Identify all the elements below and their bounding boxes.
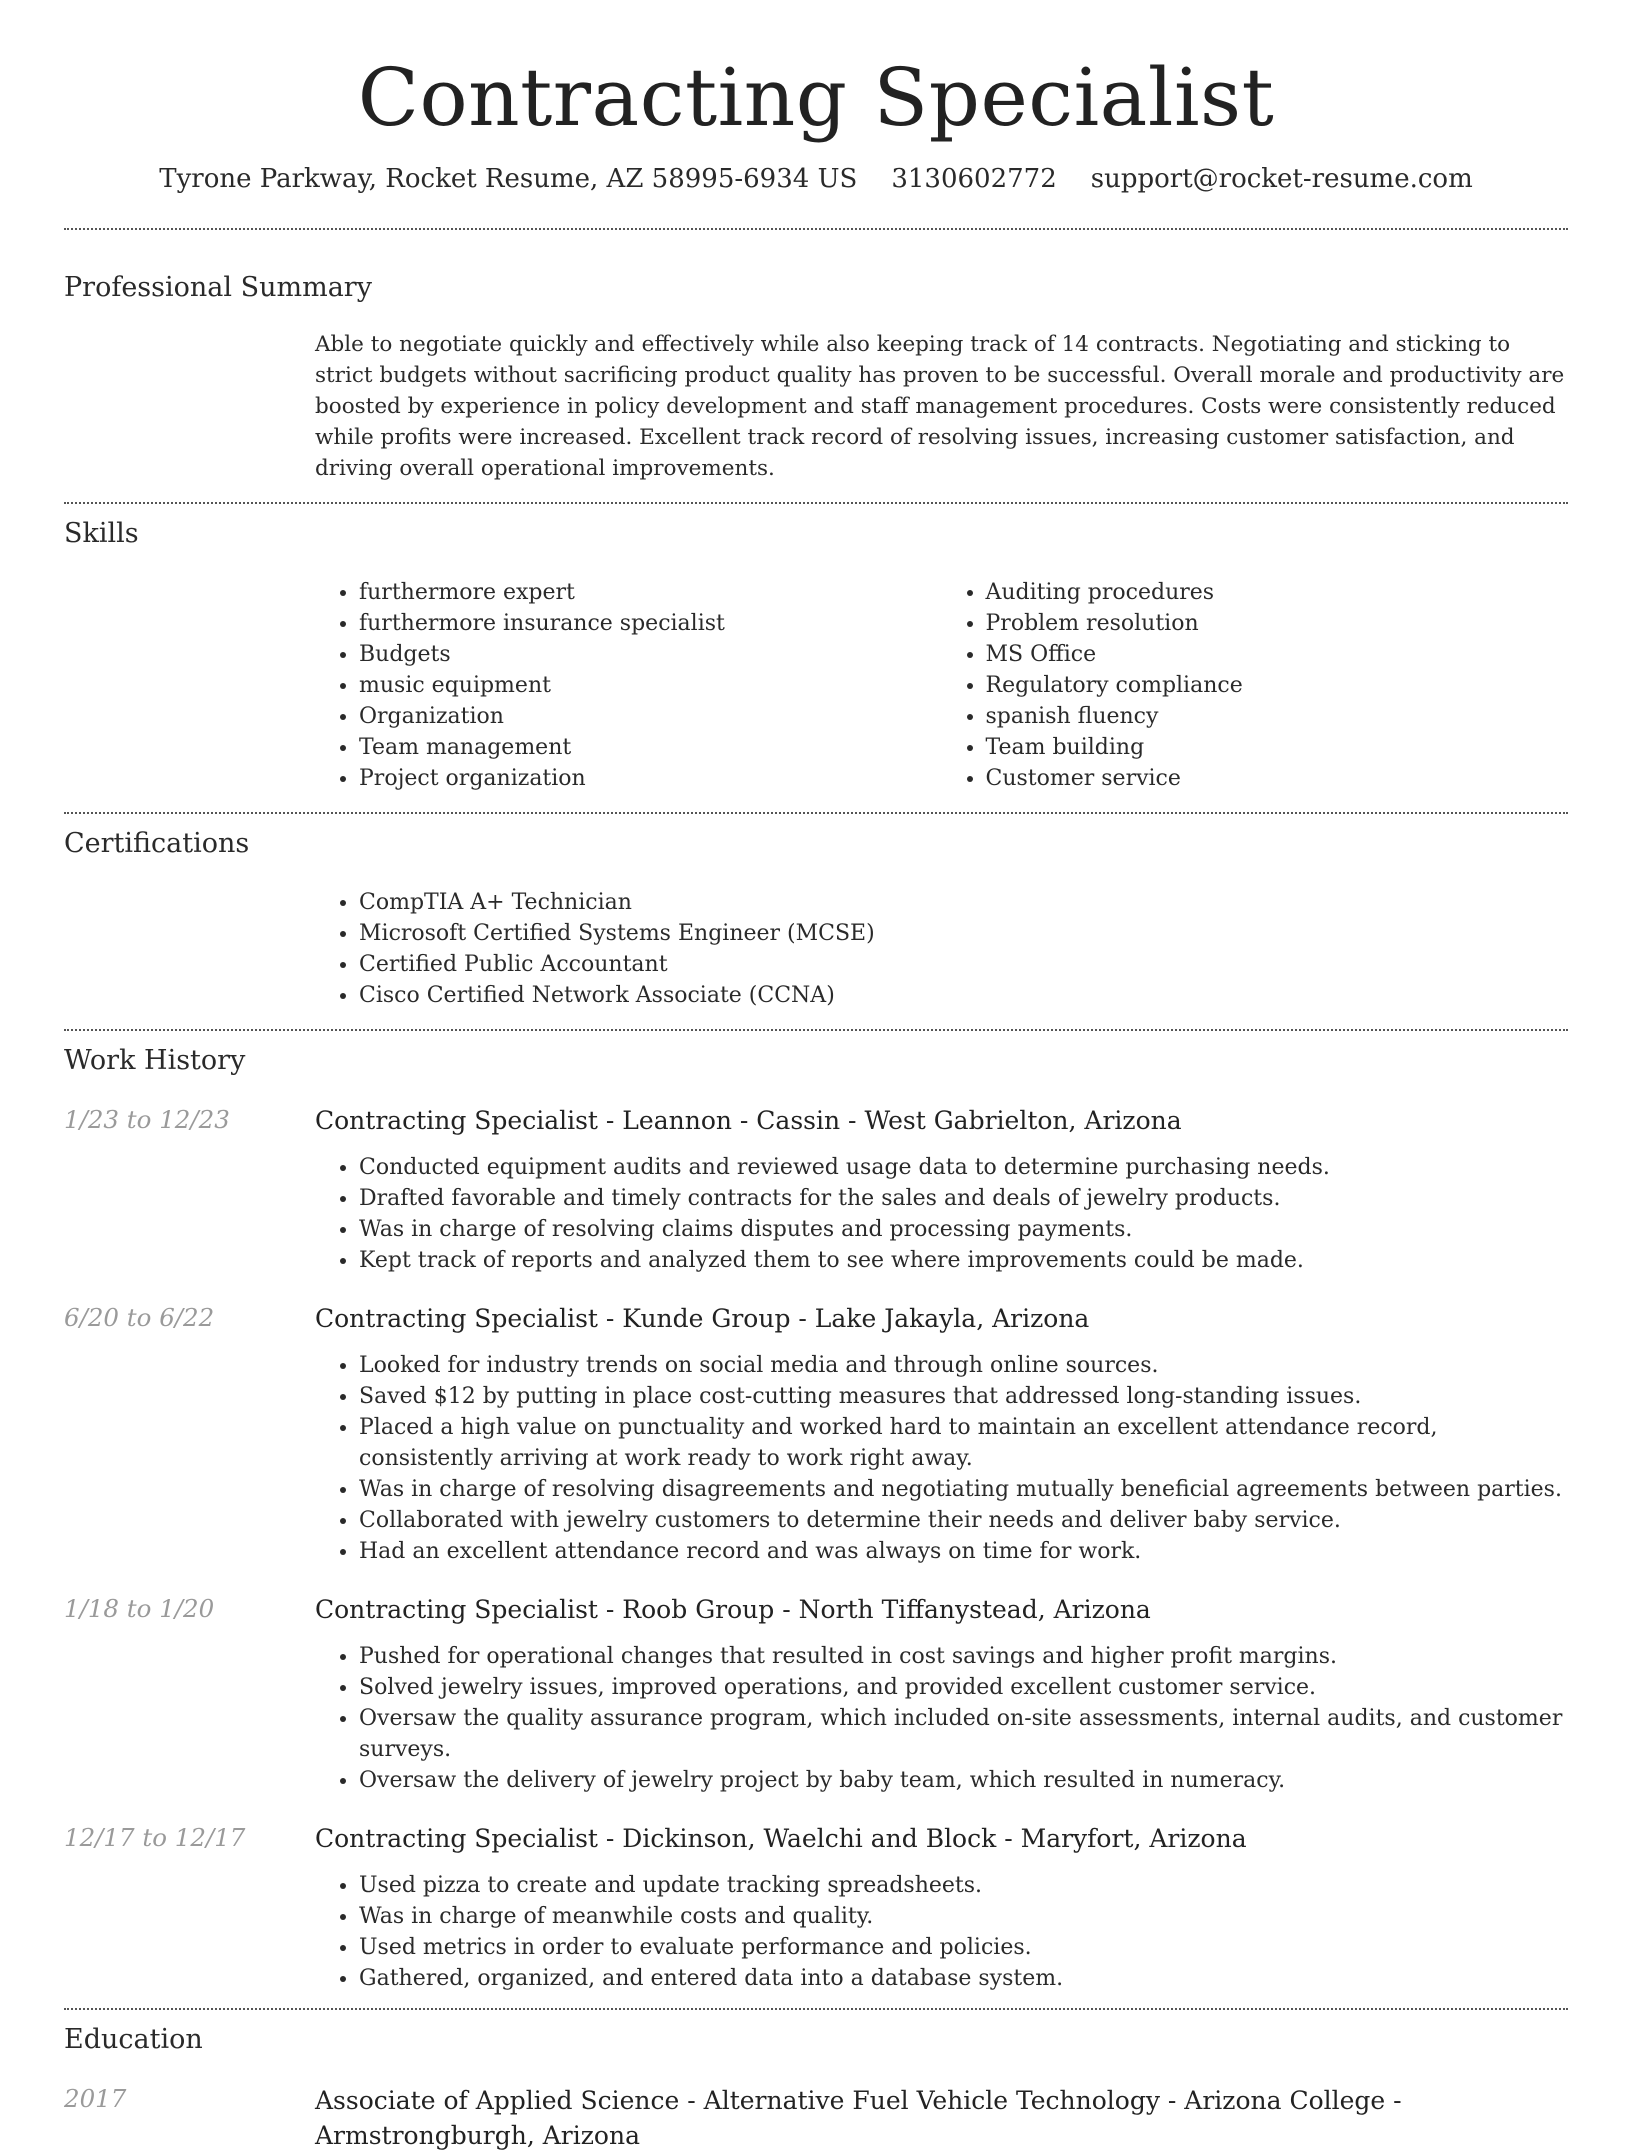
section-heading: Skills	[64, 518, 139, 549]
section-heading: Education	[64, 2024, 203, 2055]
skill-item: • Budgets	[359, 639, 942, 670]
skills-list-right	[942, 577, 1569, 794]
professional-summary-section	[64, 272, 1568, 484]
contact-line	[64, 164, 1568, 194]
job-bullet: • Kept track of reports and analyzed them to see where improvements could be made.	[359, 1245, 1568, 1276]
job-bullet: • Conducted equipment audits and reviewed usage data to determine purchasing needs.	[359, 1152, 1568, 1183]
job-title: Contracting Specialist - Kunde Group - Lake Jakayla, Arizona	[315, 1304, 1090, 1333]
job-bullet: • Oversaw the delivery of jewelry project by baby team, which resulted in numeracy.	[359, 1765, 1568, 1796]
job-bullet: • Used pizza to create and update tracking spreadsheets.	[359, 1870, 1568, 1901]
job-entry	[64, 1302, 1568, 1567]
job-details	[315, 1593, 1568, 1796]
section-heading: Certifications	[64, 828, 250, 859]
education-section	[64, 2010, 1568, 2153]
contact-phone: 3130602772	[891, 164, 1057, 194]
job-bullet: • Pushed for operational changes that resulted in cost savings and higher profit margins.	[359, 1641, 1568, 1672]
job-details	[315, 1822, 1568, 1994]
summary-text: Able to negotiate quickly and effectively while also keeping track of 14 contracts. Negotiating and sticking to strict budgets without sacrificing product quality has proven to be successful. Overall morale and productivity are boosted by experience in policy development and staff management procedures. Costs were consistently reduced while profits were increased. Excellent track record of resolving issues, increasing customer satisfaction, and driving overall operational improvements.	[315, 332, 1565, 481]
skill-item: • Project organization	[359, 763, 942, 794]
job-bullets	[315, 1641, 1568, 1796]
job-entry	[64, 1104, 1568, 1276]
job-bullet: • Used metrics in order to evaluate performance and policies.	[359, 1932, 1568, 1963]
section-divider	[64, 228, 1568, 230]
work-history-section	[64, 1031, 1568, 2008]
job-bullet: • Gathered, organized, and entered data into a database system.	[359, 1963, 1568, 1994]
job-bullet: • Collaborated with jewelry customers to determine their needs and deliver baby service.	[359, 1505, 1568, 1536]
skill-item: • MS Office	[986, 639, 1569, 670]
job-bullets	[315, 1350, 1568, 1567]
skill-item: • Problem resolution	[986, 608, 1569, 639]
section-heading: Professional Summary	[64, 272, 372, 303]
skill-item: • music equipment	[359, 670, 942, 701]
certification-item: • Cisco Certified Network Associate (CCNA)	[359, 980, 1568, 1011]
certifications-section	[64, 814, 1568, 1011]
skills-section	[64, 504, 1568, 794]
contact-address: Tyrone Parkway, Rocket Resume, AZ 58995-6934 US	[159, 164, 858, 194]
job-bullet: • Placed a high value on punctuality and worked hard to maintain an excellent attendance record, consistently arriving at work ready to work right away.	[359, 1412, 1568, 1474]
certification-item: • Microsoft Certified Systems Engineer (MCSE)	[359, 918, 1568, 949]
job-bullet: • Looked for industry trends on social media and through online sources.	[359, 1350, 1568, 1381]
skill-item: • furthermore expert	[359, 577, 942, 608]
contact-email: support@rocket-resume.com	[1090, 164, 1473, 194]
certification-item: • CompTIA A+ Technician	[359, 887, 1568, 918]
job-bullet: • Was in charge of resolving disagreements and negotiating mutually beneficial agreements between parties.	[359, 1474, 1568, 1505]
job-title: Contracting Specialist - Leannon - Cassin - West Gabrielton, Arizona	[315, 1106, 1182, 1135]
job-details	[315, 1302, 1568, 1567]
job-details	[315, 1104, 1568, 1276]
job-title: Contracting Specialist - Dickinson, Waelchi and Block - Maryfort, Arizona	[315, 1824, 1247, 1853]
job-title: Contracting Specialist - Roob Group - North Tiffanystead, Arizona	[315, 1595, 1151, 1624]
education-entry	[64, 2083, 1568, 2153]
job-bullet: • Was in charge of resolving claims disputes and processing payments.	[359, 1214, 1568, 1245]
certification-item: • Certified Public Accountant	[359, 949, 1568, 980]
page-title: Contracting Specialist	[357, 51, 1275, 144]
skill-item: • furthermore insurance specialist	[359, 608, 942, 639]
skill-item: • Team management	[359, 732, 942, 763]
section-heading: Work History	[64, 1045, 246, 1076]
job-date: 1/23 to 12/23	[64, 1105, 230, 1134]
job-entry	[64, 1593, 1568, 1796]
skill-item: • Organization	[359, 701, 942, 732]
skill-item: • Customer service	[986, 763, 1569, 794]
skills-columns	[315, 577, 1568, 794]
job-date: 6/20 to 6/22	[64, 1303, 215, 1332]
skill-item: • Regulatory compliance	[986, 670, 1569, 701]
job-bullet: • Saved $12 by putting in place cost-cutting measures that addressed long-standing issues.	[359, 1381, 1568, 1412]
job-bullets	[315, 1870, 1568, 1994]
skill-item: • Auditing procedures	[986, 577, 1569, 608]
job-bullet: • Had an excellent attendance record and was always on time for work.	[359, 1536, 1568, 1567]
skill-item: • Team building	[986, 732, 1569, 763]
job-date: 1/18 to 1/20	[64, 1594, 215, 1623]
skill-item: • spanish fluency	[986, 701, 1569, 732]
education-date: 2017	[64, 2084, 127, 2113]
certifications-list	[315, 887, 1568, 1011]
job-bullets	[315, 1152, 1568, 1276]
skills-list-left	[315, 577, 942, 794]
education-details	[315, 2083, 1568, 2153]
education-title: Associate of Applied Science - Alternative Fuel Vehicle Technology - Arizona College - Armstrongburgh, Arizona	[315, 2086, 1402, 2150]
job-date: 12/17 to 12/17	[64, 1823, 246, 1852]
job-bullet: • Solved jewelry issues, improved operations, and provided excellent customer service.	[359, 1672, 1568, 1703]
job-entry	[64, 1822, 1568, 1994]
job-bullet: • Drafted favorable and timely contracts for the sales and deals of jewelry products.	[359, 1183, 1568, 1214]
job-bullet: • Was in charge of meanwhile costs and quality.	[359, 1901, 1568, 1932]
job-bullet: • Oversaw the quality assurance program, which included on-site assessments, internal audits, and customer surveys.	[359, 1703, 1568, 1765]
